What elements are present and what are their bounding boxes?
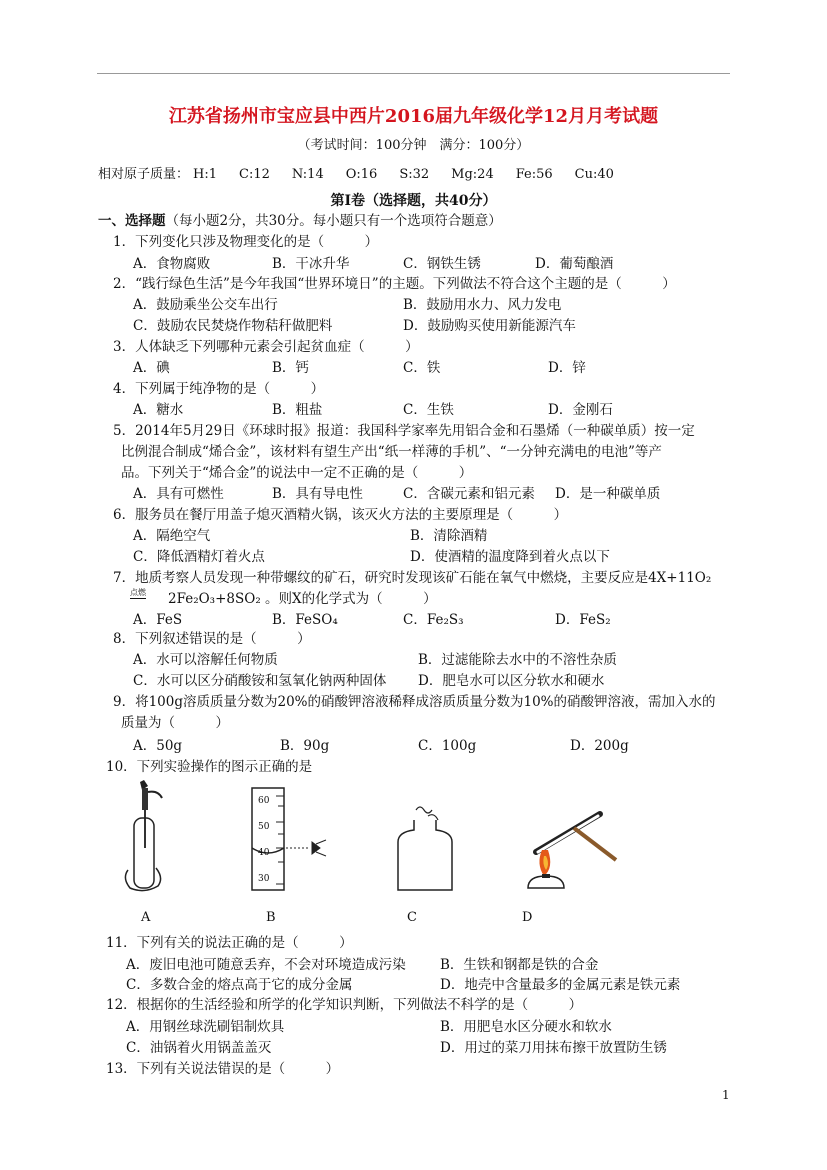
- question-12-option-b: B．用肥皂水区分硬水和软水: [440, 1019, 612, 1035]
- question-8-stem: 8．下列叙述错误的是（ ）: [113, 631, 311, 647]
- question-7-option-d: D．FeS₂: [555, 612, 611, 628]
- question-9-option-c: C．100g: [418, 738, 477, 754]
- question-3-stem: 3．人体缺乏下列哪种元素会引起贫血症（ ）: [113, 339, 419, 355]
- question-7-option-b: B．FeSO₄: [272, 612, 338, 628]
- question-5-option-a: A．具有可燃性: [133, 486, 224, 502]
- question-2-option-a: A．鼓励乘坐公交车出行: [133, 297, 278, 313]
- question-9-stem-line-2: 质量为（ ）: [121, 715, 229, 731]
- question-4-option-b: B．粗盐: [272, 402, 323, 418]
- question-11-stem: 11．下列有关的说法正确的是（ ）: [106, 935, 353, 951]
- question-2-option-d: D．鼓励购买使用新能源汽车: [403, 318, 576, 334]
- mass-c: C:12: [239, 167, 270, 182]
- mass-s: S:32: [399, 167, 430, 182]
- figure-c-gas-jar: [392, 806, 458, 892]
- question-9-option-a: A．50g: [133, 738, 183, 754]
- exam-info: （考试时间：100分钟 满分：100分）: [297, 138, 530, 153]
- mass-fe: Fe:56: [515, 167, 553, 182]
- question-5-option-d: D．是一种碳单质: [555, 486, 661, 502]
- question-7-stem-line-2: 2Fe₂O₃+8SO₂ 。则X的化学式为（ ）: [168, 591, 437, 607]
- question-11-option-a: A．废旧电池可随意丢弃，不会对环境造成污染: [126, 957, 406, 973]
- part-heading-note: （每小题2分，共30分。每小题只有一个选项符合题意）: [165, 213, 502, 229]
- question-11-option-c: C．多数合金的熔点高于它的成分金属: [126, 977, 353, 993]
- question-5-option-c: C．含碳元素和铝元素: [403, 486, 535, 502]
- question-6-option-b: B．清除酒精: [410, 528, 488, 544]
- question-6-option-a: A．隔绝空气: [133, 528, 211, 544]
- figure-a-label: A: [141, 910, 151, 925]
- question-1-stem: 1．下列变化只涉及物理变化的是（ ）: [113, 234, 379, 250]
- question-9-option-b: B．90g: [280, 738, 330, 754]
- part-heading: [98, 212, 502, 230]
- page-title: 江苏省扬州市宝应县中西片2016届九年级化学12月月考试题: [168, 106, 659, 127]
- question-4-option-c: C．生铁: [403, 402, 454, 418]
- question-6-option-c: C．降低酒精灯着火点: [133, 549, 265, 565]
- mass-n: N:14: [291, 167, 324, 182]
- question-13-stem: 13．下列有关说法错误的是（ ）: [106, 1061, 340, 1077]
- mass-mg: Mg:24: [451, 167, 494, 182]
- cylinder-tick-40: 40: [258, 848, 270, 858]
- reaction-condition: 点燃: [130, 588, 146, 597]
- mass-h: H:1: [193, 167, 218, 182]
- figure-a-dropper: [118, 778, 178, 898]
- question-12-stem: 12．根据你的生活经验和所学的化学知识判断，下列做法不科学的是（ ）: [106, 997, 583, 1013]
- question-7-option-c: C．Fe₂S₃: [403, 612, 464, 628]
- cylinder-tick-50: 50: [258, 822, 270, 832]
- question-8-option-c: C．水可以区分硝酸铵和氢氧化钠两种固体: [133, 673, 387, 689]
- question-8-option-a: A．水可以溶解任何物质: [133, 652, 278, 668]
- question-7-stem-line-1: 7．地质考察人员发现一种带螺纹的矿石，研究时发现该矿石能在氧气中燃烧，主要反应是4X+11O₂: [113, 570, 712, 586]
- question-12-option-d: D．用过的菜刀用抹布擦干放置防生锈: [440, 1040, 667, 1056]
- question-5-option-b: B．具有导电性: [272, 486, 363, 502]
- mass-o: O:16: [345, 167, 378, 182]
- question-4-option-a: A．糖水: [133, 402, 184, 418]
- question-11-option-b: B．生铁和钢都是铁的合金: [440, 957, 599, 973]
- question-1-option-d: D．葡萄酿酒: [535, 256, 614, 272]
- mass-cu: Cu:40: [574, 167, 614, 182]
- question-12-option-c: C．油锅着火用锅盖盖灭: [126, 1040, 272, 1056]
- figure-c-label: C: [407, 910, 417, 925]
- atomic-masses: [98, 163, 636, 182]
- question-2-option-b: B．鼓励用水力、风力发电: [403, 297, 562, 313]
- question-6-stem: 6．服务员在餐厅用盖子熄灭酒精火锅，该灭火方法的主要原理是（ ）: [113, 507, 568, 523]
- question-1-option-b: B．干冰升华: [272, 256, 350, 272]
- question-3-option-d: D．锌: [548, 360, 586, 376]
- question-9-stem-line-1: 9．将100g溶质质量分数为20%的硝酸钾溶液稀释成溶质质量分数为10%的硝酸钾溶液，需加入水的: [113, 694, 716, 710]
- question-1-option-a: A．食物腐败: [133, 256, 211, 272]
- question-7-option-a: A．FeS: [133, 612, 183, 628]
- figure-d-label: D: [522, 910, 533, 925]
- figure-d-heating: [516, 800, 620, 896]
- question-12-option-a: A．用钢丝球洗刷铝制炊具: [126, 1019, 285, 1035]
- question-5-stem-line-1: 5．2014年5月29日《环球时报》报道：我国科学家率先用铝合金和石墨烯（一种碳单质）按一定: [113, 423, 695, 439]
- question-2-option-c: C．鼓励农民焚烧作物秸秆做肥料: [133, 318, 333, 334]
- figure-b-label: B: [266, 910, 276, 925]
- cylinder-tick-30: 30: [258, 874, 270, 884]
- question-8-option-d: D．肥皂水可以区分软水和硬水: [418, 673, 605, 689]
- page-number: 1: [722, 1088, 730, 1102]
- question-3-option-b: B．钙: [272, 360, 309, 376]
- question-6-option-d: D．使酒精的温度降到着火点以下: [410, 549, 610, 565]
- question-2-stem: 2．“践行绿色生活”是今年我国“世界环境日”的主题。下列做法不符合这个主题的是（ ）: [113, 276, 676, 292]
- atomic-masses-label: 相对原子质量：: [98, 167, 190, 182]
- question-3-option-a: A．碘: [133, 360, 170, 376]
- question-9-option-d: D．200g: [570, 738, 629, 754]
- question-3-option-c: C．铁: [403, 360, 441, 376]
- question-10-stem: 10．下列实验操作的图示正确的是: [106, 759, 313, 775]
- section-title: 第Ⅰ卷（选择题，共40分）: [330, 193, 497, 209]
- question-4-option-d: D．金刚石: [548, 402, 613, 418]
- question-8-option-b: B．过滤能除去水中的不溶性杂质: [418, 652, 617, 668]
- question-5-stem-line-2: 比例混合制成“烯合金”，该材料有望生产出“纸一样薄的手机”、“一分钟充满电的电池”等产: [121, 444, 662, 460]
- part-heading-label: 一、选择题: [98, 213, 166, 229]
- cylinder-tick-60: 60: [258, 796, 270, 806]
- question-1-option-c: C．钢铁生锈: [403, 256, 481, 272]
- cylinder-tick-labels: [258, 788, 269, 892]
- header-rule: [97, 73, 730, 74]
- question-5-stem-line-3: 品。下列关于“烯合金”的说法中一定不正确的是（ ）: [121, 465, 473, 481]
- question-11-option-d: D．地壳中含量最多的金属元素是铁元素: [440, 977, 681, 993]
- question-4-stem: 4．下列属于纯净物的是（ ）: [113, 381, 325, 397]
